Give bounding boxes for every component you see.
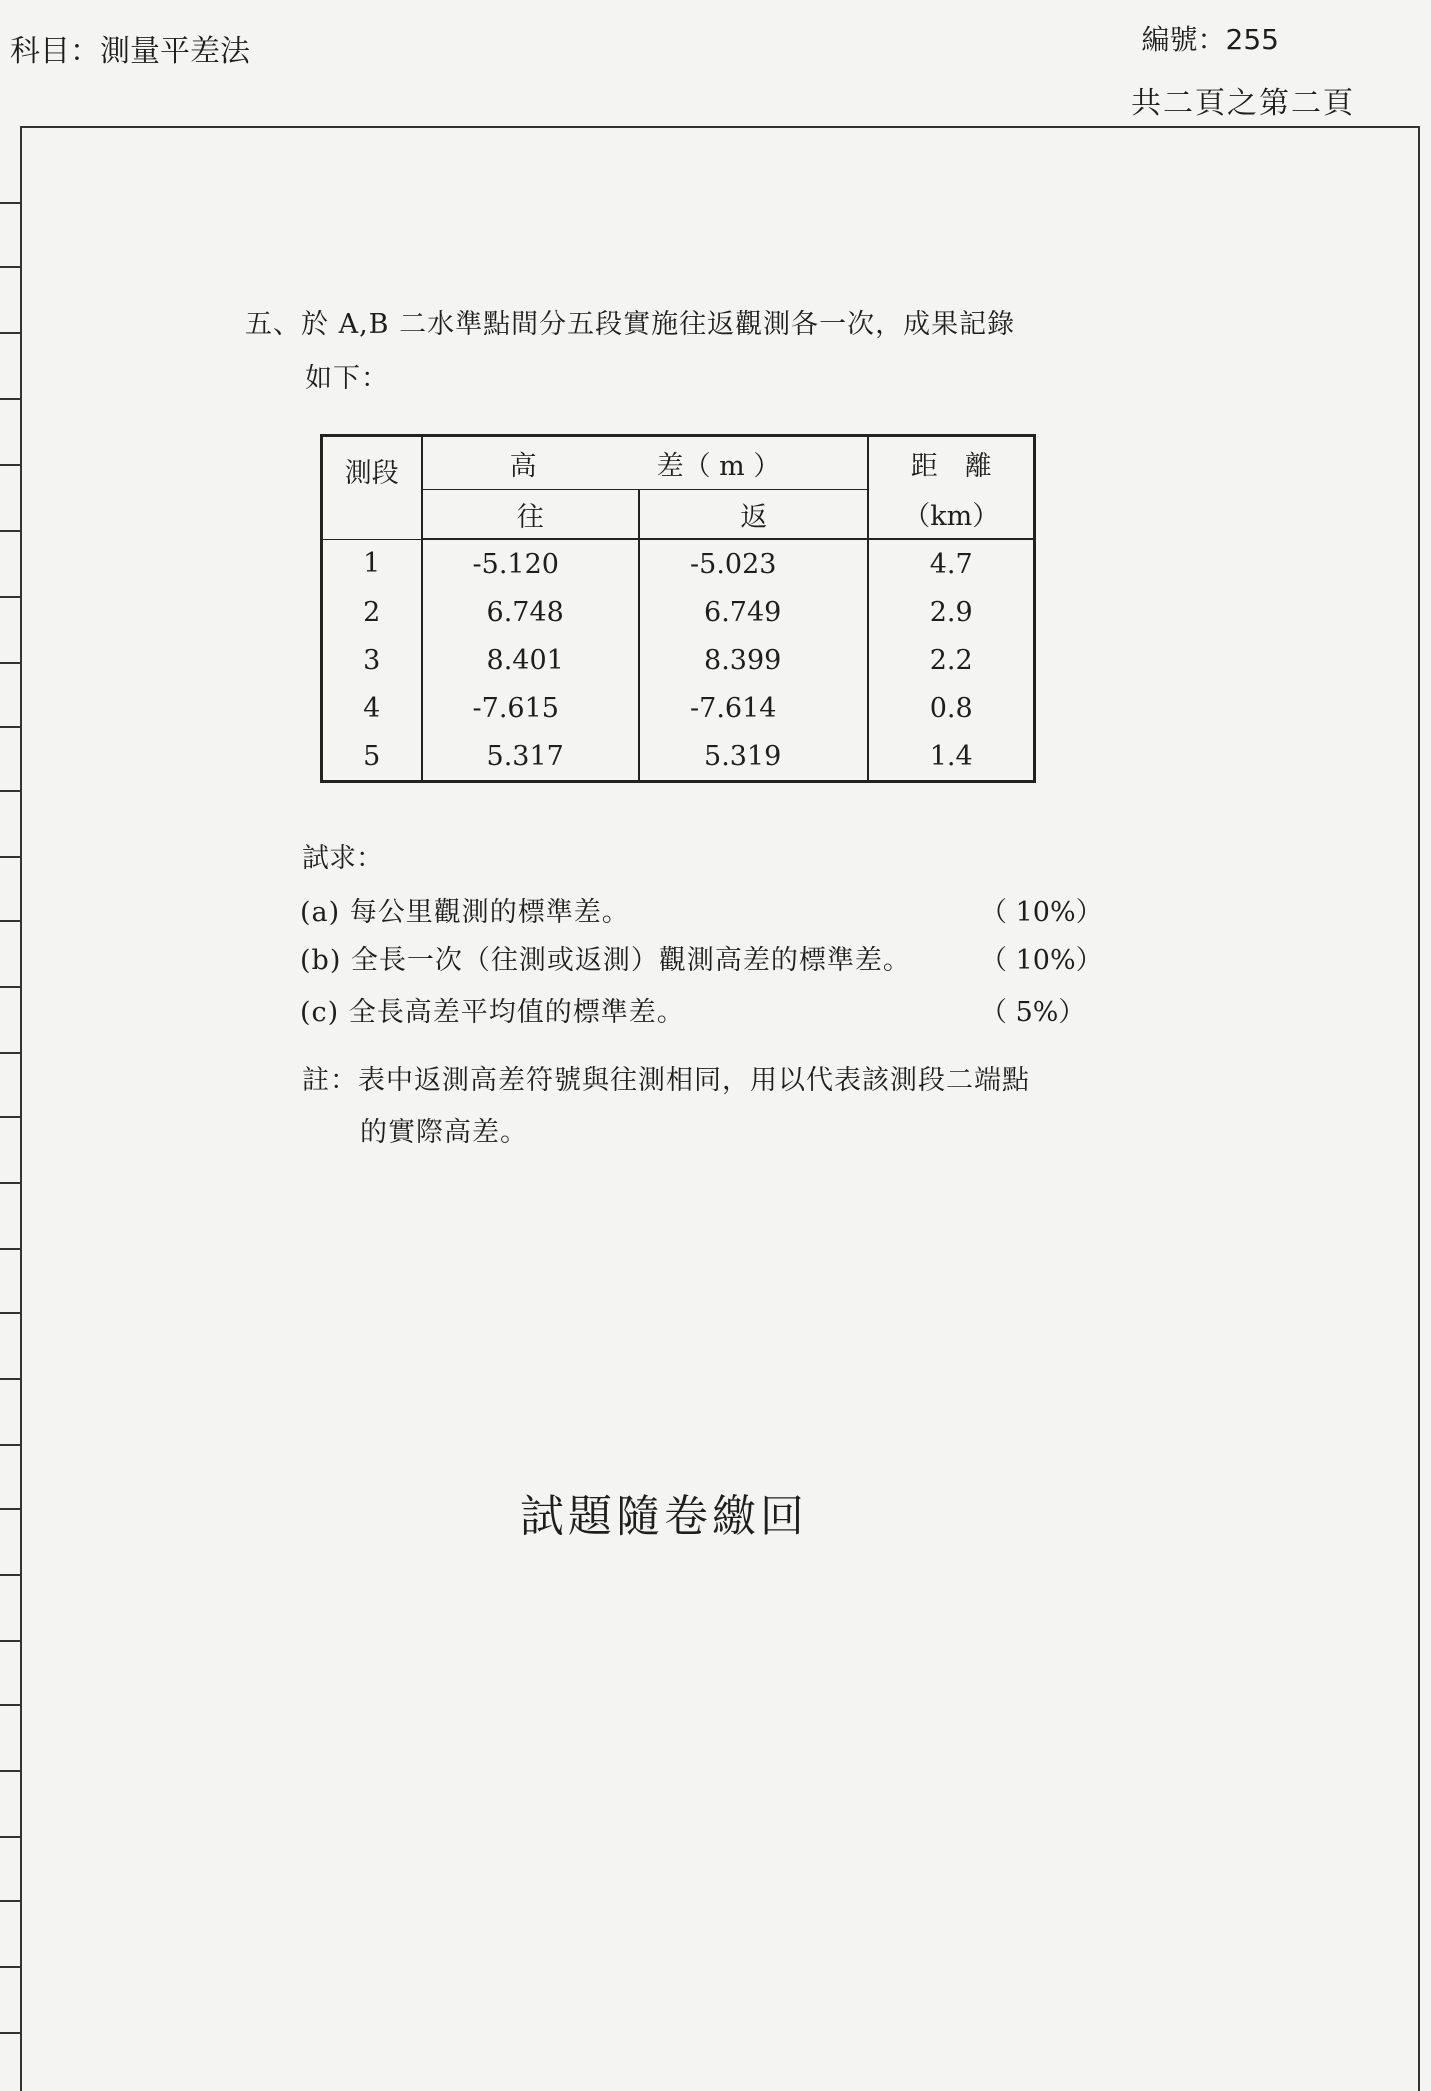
- cell-go: -7.615: [422, 684, 640, 732]
- note-line-1: 註：表中返測高差符號與往測相同，用以代表該測段二端點: [302, 1065, 1030, 1096]
- score-a: （ 10%）: [980, 897, 1103, 928]
- cell-go: 5.317: [422, 732, 640, 782]
- table-row: [322, 684, 1035, 732]
- score-b: （ 10%）: [980, 945, 1103, 976]
- cell-back: 6.749: [639, 588, 868, 636]
- header-go: 往: [422, 490, 640, 540]
- table-row: [322, 588, 1035, 636]
- question-title: 五、於 A,B 二水準點間分五段實施往返觀測各一次，成果記錄: [245, 309, 1016, 340]
- ask-label: 試求：: [302, 843, 383, 874]
- table-row: [322, 636, 1035, 684]
- header-segment: 測段: [322, 436, 422, 540]
- header-back: 返: [639, 490, 868, 540]
- cell-segment: 1: [322, 539, 422, 588]
- cell-go: -5.120: [422, 539, 640, 588]
- cell-segment: 2: [322, 588, 422, 636]
- subject-label: 科目：測量平差法: [10, 34, 250, 69]
- table-row: [322, 732, 1035, 782]
- score-c: （ 5%）: [980, 997, 1086, 1028]
- cell-distance: 0.8: [868, 684, 1034, 732]
- cell-distance: 2.2: [868, 636, 1034, 684]
- cell-back: -7.614: [639, 684, 868, 732]
- observation-table: [320, 434, 1036, 783]
- cell-distance: 2.9: [868, 588, 1034, 636]
- cell-segment: 4: [322, 684, 422, 732]
- cell-back: 8.399: [639, 636, 868, 684]
- exam-code: 編號：255: [1141, 23, 1279, 56]
- header-height-diff: [422, 436, 869, 490]
- header-distance: 距 離: [868, 436, 1034, 490]
- header-height-diff-b: 差（ m ）: [656, 450, 781, 482]
- cell-back: 5.319: [639, 732, 868, 782]
- note-line-2: 的實際高差。: [360, 1117, 528, 1148]
- cell-back: -5.023: [639, 539, 868, 588]
- header-height-diff-a: 高: [509, 450, 537, 482]
- table-row: [322, 539, 1035, 588]
- return-exam-notice: 試題隨卷繳回: [520, 1491, 808, 1542]
- cell-go: 6.748: [422, 588, 640, 636]
- cell-segment: 3: [322, 636, 422, 684]
- question-item-c: (c) 全長高差平均值的標準差。: [300, 997, 685, 1028]
- cell-go: 8.401: [422, 636, 640, 684]
- page-info: 共二頁之第二頁: [1131, 86, 1355, 121]
- question-item-b: (b) 全長一次（往測或返測）觀測高差的標準差。: [300, 945, 911, 976]
- cell-distance: 4.7: [868, 539, 1034, 588]
- cell-distance: 1.4: [868, 732, 1034, 782]
- question-item-a: (a) 每公里觀測的標準差。: [300, 897, 630, 928]
- cell-segment: 5: [322, 732, 422, 782]
- question-title-continued: 如下：: [305, 363, 389, 394]
- page-frame: [20, 126, 1420, 2091]
- header-distance-unit: （km）: [868, 490, 1034, 540]
